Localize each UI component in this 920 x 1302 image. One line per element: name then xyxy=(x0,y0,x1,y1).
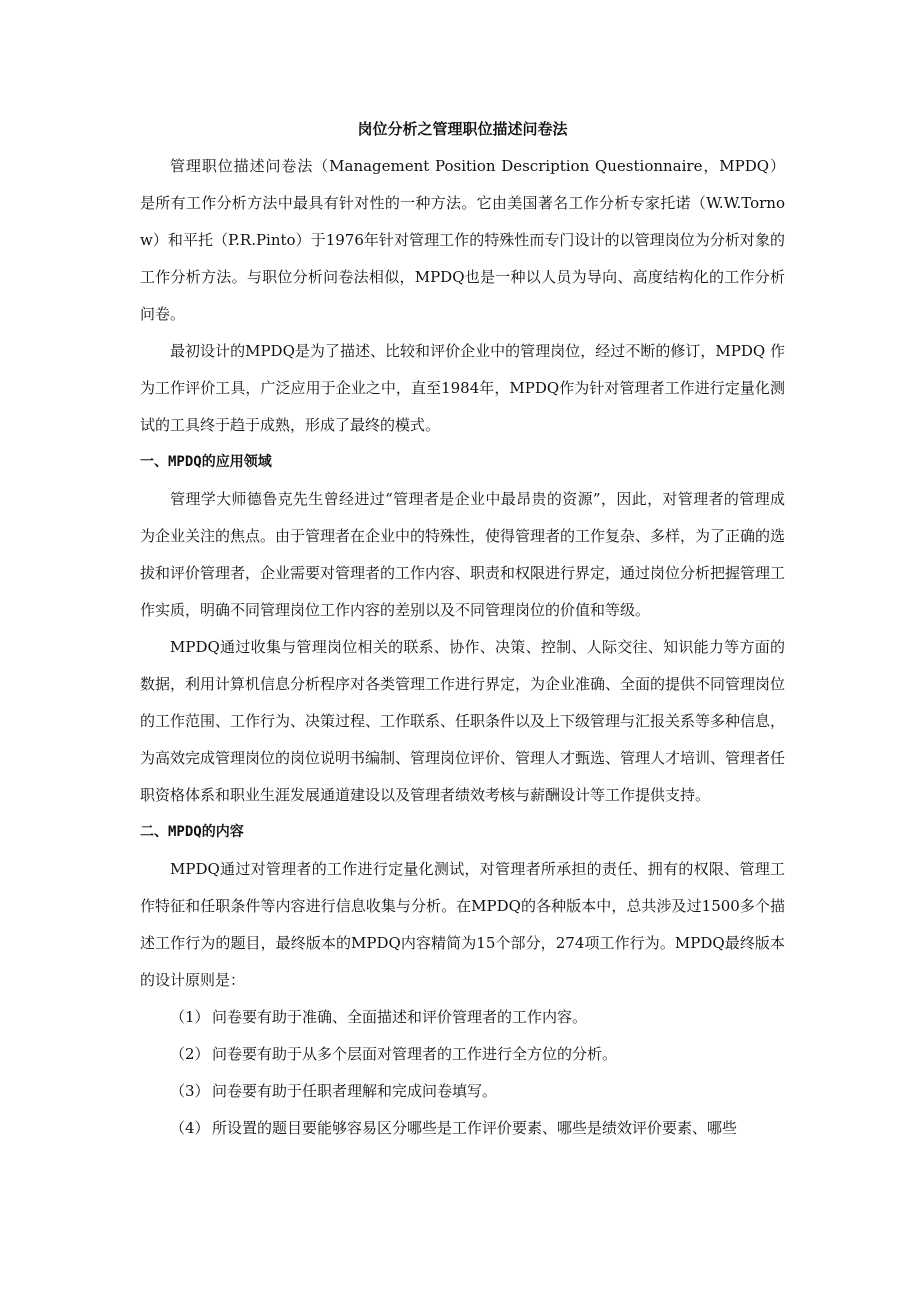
principle-item-2 xyxy=(140,1036,785,1073)
intro-paragraph-2: 最初设计的MPDQ是为了描述、比较和评价企业中的管理岗位，经过不断的修订，MPDQ 作为工作评价工具，广泛应用于企业之中，直至1984年，MPDQ作为针对管理者工作进行定量化测试的工具终于趋于成熟，形成了最终的模式。 xyxy=(140,342,785,434)
document-page xyxy=(140,112,785,1147)
principle-item-1 xyxy=(140,999,785,1036)
principle-item-1-text: 问卷要有助于准确、全面描述和评价管理者的工作内容。 xyxy=(212,1008,588,1026)
principle-item-4 xyxy=(140,1110,785,1147)
section-1-heading: 一、MPDQ的应用领域 xyxy=(140,454,272,470)
principle-item-4-number: （4） xyxy=(170,1119,210,1137)
principle-item-1-number: （1） xyxy=(170,1008,210,1026)
principle-item-3-text: 问卷要有助于任职者理解和完成问卷填写。 xyxy=(212,1082,498,1100)
section-1-paragraph-2: MPDQ通过收集与管理岗位相关的联系、协作、决策、控制、人际交往、知识能力等方面的数据，利用计算机信息分析程序对各类管理工作进行界定，为企业准确、全面的提供不同管理岗位的工作范围、工作行为、决策过程、工作联系、任职条件以及上下级管理与汇报关系等多种信息，为高效完成管理岗位的岗位说明书编制、管理岗位评价、管理人才甄选、管理人才培训、管理者任职资格体系和职业生涯发展通道建设以及管理者绩效考核与薪酬设计等工作提供支持。 xyxy=(140,638,786,804)
section-1-paragraph-1: 管理学大师德鲁克先生曾经进过“管理者是企业中最昂贵的资源”，因此，对管理者的管理成为企业关注的焦点。由于管理者在企业中的特殊性，使得管理者的工作复杂、多样，为了正确的选拔和评价管理者，企业需要对管理者的工作内容、职责和权限进行界定，通过岗位分析把握管理工作实质，明确不同管理岗位工作内容的差别以及不同管理岗位的价值和等级。 xyxy=(140,490,786,619)
principle-item-4-text: 所设置的题目要能够容易区分哪些是工作评价要素、哪些是绩效评价要素、哪些 xyxy=(212,1119,738,1137)
principle-item-2-number: （2） xyxy=(170,1045,210,1063)
principle-item-2-text: 问卷要有助于从多个层面对管理者的工作进行全方位的分析。 xyxy=(212,1045,618,1063)
principle-item-3 xyxy=(140,1073,785,1110)
intro-paragraph-1: 管理职位描述问卷法（Management Position Description Questionnaire，MPDQ）是所有工作分析方法中最具有针对性的一种方法。它由美国著名工作分析专家托诺（W.W.Tornow）和平托（P.R.Pinto）于1976年针对管理工作的特殊性而专门设计的以管理岗位为分析对象的工作分析方法。与职位分析问卷法相似，MPDQ也是一种以人员为导向、高度结构化的工作分析问卷。 xyxy=(140,157,785,323)
section-2-heading: 二、MPDQ的内容 xyxy=(140,824,244,840)
principle-item-3-number: （3） xyxy=(170,1082,210,1100)
document-title: 岗位分析之管理职位描述问卷法 xyxy=(357,120,568,138)
section-2-paragraph-1: MPDQ通过对管理者的工作进行定量化测试，对管理者所承担的责任、拥有的权限、管理工作特征和任职条件等内容进行信息收集与分析。在MPDQ的各种版本中，总共涉及过1500多个描述工作行为的题目，最终版本的MPDQ内容精简为15个部分，274项工作行为。MPDQ最终版本的设计原则是： xyxy=(140,860,785,989)
